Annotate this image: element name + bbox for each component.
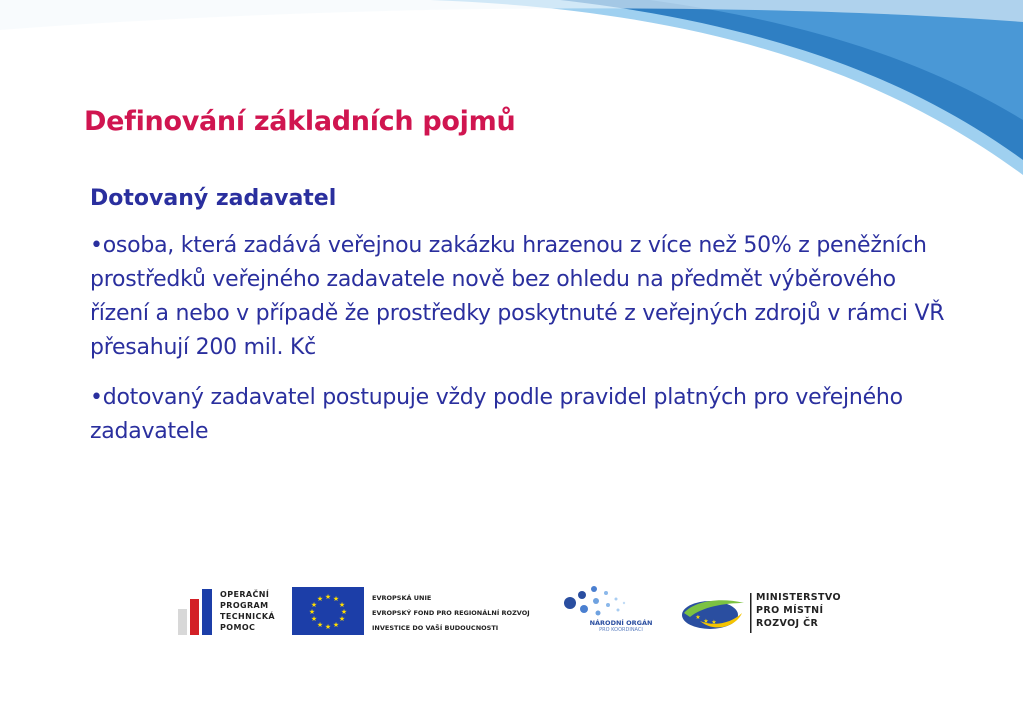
eu-line: EVROPSKÝ FOND PRO REGIONÁLNÍ ROZVOJ: [372, 609, 530, 617]
slide-subtitle: Dotovaný zadavatel: [90, 186, 337, 211]
svg-text:★: ★: [324, 593, 332, 601]
svg-text:★: ★: [332, 595, 340, 603]
svg-text:★: ★: [340, 608, 348, 616]
eu-text-block: [372, 591, 530, 636]
svg-text:★: ★: [711, 619, 717, 626]
svg-text:★: ★: [695, 614, 701, 621]
svg-text:★: ★: [310, 601, 318, 609]
svg-text:★: ★: [310, 615, 318, 623]
eu-flag-icon: [292, 587, 364, 635]
svg-text:★: ★: [338, 615, 346, 623]
no-name: NÁRODNÍ ORGÁN: [589, 619, 653, 627]
header-swoosh: [0, 0, 1023, 200]
mmr-line: PRO MÍSTNÍ: [756, 605, 824, 616]
slide-content: [90, 186, 960, 465]
slide-title: Definování základních pojmů: [84, 106, 516, 137]
footer-logos: [176, 583, 856, 643]
no-subtitle: PRO KOORDINACI: [599, 627, 643, 633]
op-tp-logo-icon: [176, 587, 216, 637]
mmr-text-block: [756, 591, 841, 630]
svg-text:★: ★: [316, 595, 324, 603]
eu-line: EVROPSKÁ UNIE: [372, 594, 432, 602]
bullet-paragraph: •osoba, která zadává veřejnou zakázku hrazenou z více než 50% z peněžních prostředků veřejného zadavatele nově bez ohledu na předmět výběrového řízení a nebo v případě že prostředky poskytnuté z veřejných zdrojů v rámci VŘ přesahují 200 mil. Kč: [90, 233, 945, 360]
bullet-paragraph: •dotovaný zadavatel postupuje vždy podle pravidel platných pro veřejného zadavatele: [90, 385, 903, 444]
svg-text:★: ★: [338, 601, 346, 609]
svg-text:★: ★: [316, 621, 324, 629]
svg-text:★: ★: [308, 608, 316, 616]
op-tp-logo-text: OPERAČNÍ PROGRAM TECHNICKÁ POMOC: [220, 590, 276, 632]
mmr-line: ROZVOJ ČR: [756, 618, 819, 629]
mmr-line: MINISTERSTVO: [756, 592, 841, 603]
eu-line: INVESTICE DO VAŠÍ BUDOUCNOSTI: [372, 624, 499, 632]
mmr-logo-icon: [680, 593, 752, 633]
svg-text:★: ★: [703, 618, 709, 625]
svg-text:★: ★: [332, 621, 340, 629]
svg-text:★: ★: [324, 623, 332, 631]
no-koordinace-logo-icon: [562, 583, 642, 619]
